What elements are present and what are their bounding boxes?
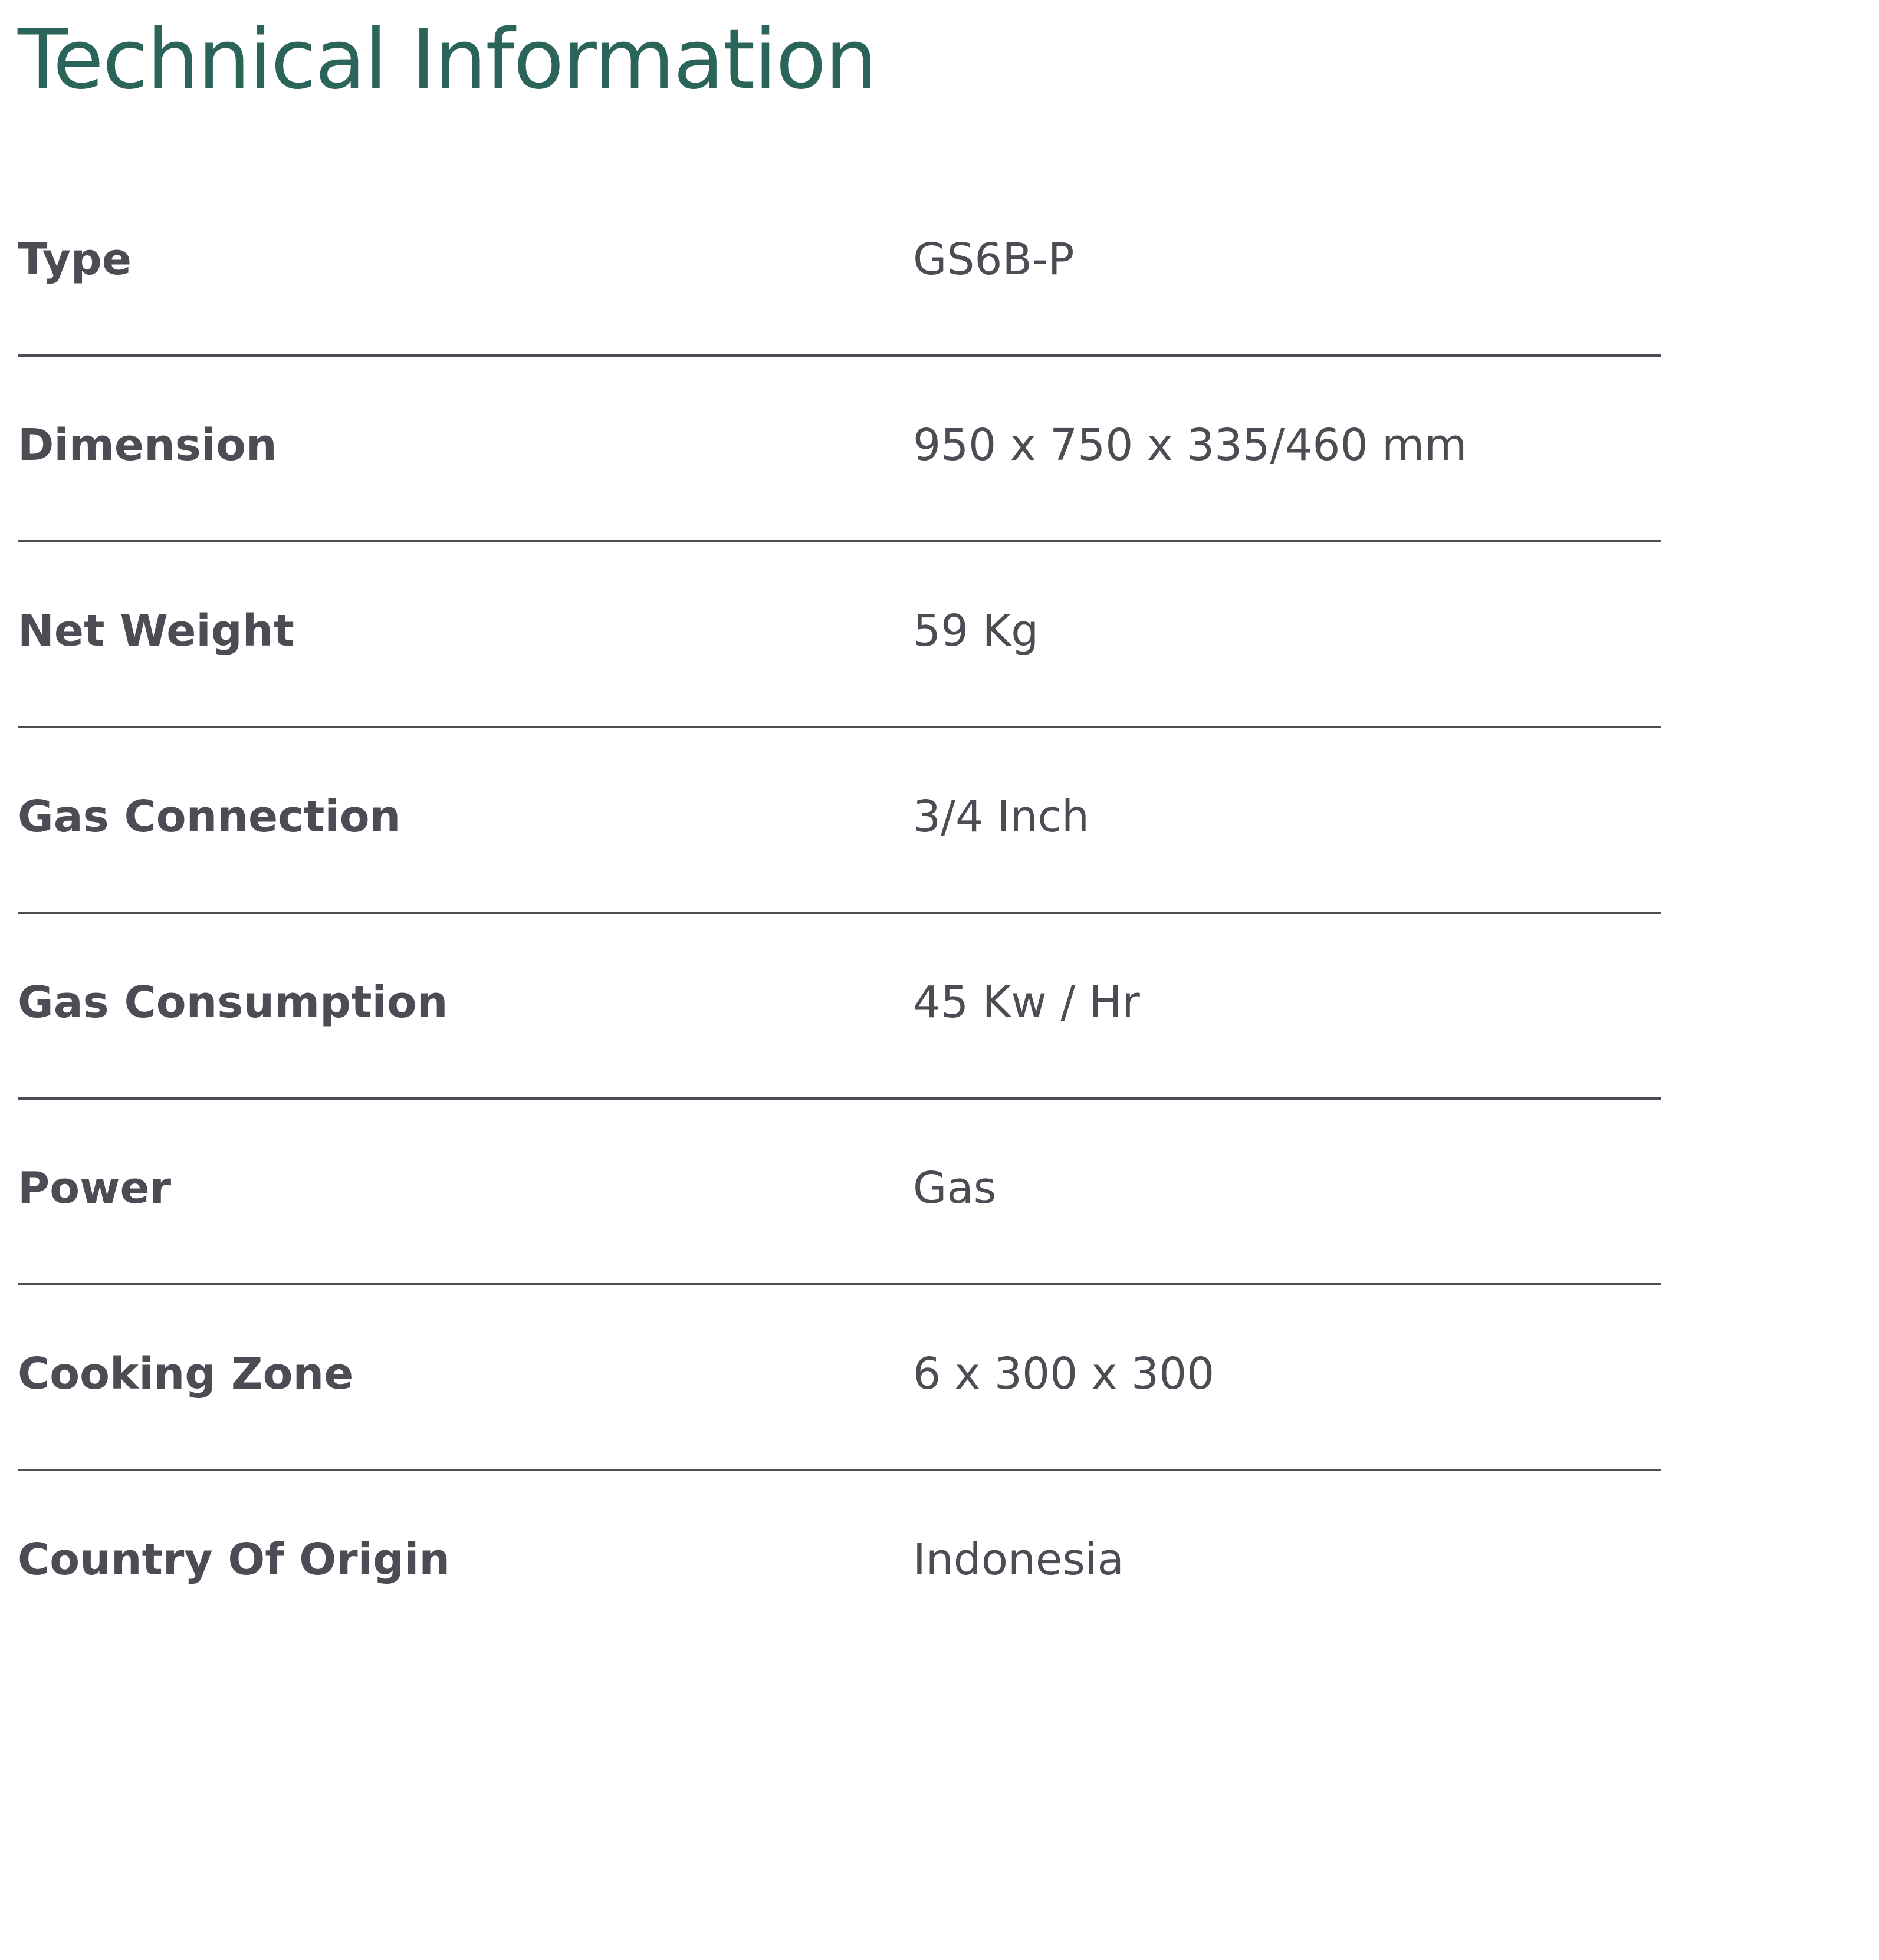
spec-label: Country Of Origin bbox=[18, 1534, 451, 1585]
spec-row-cooking-zone bbox=[18, 1285, 1661, 1471]
spec-value: Gas bbox=[913, 1163, 997, 1214]
spec-label: Net Weight bbox=[18, 606, 294, 656]
spec-label: Gas Connection bbox=[18, 791, 401, 842]
spec-value: GS6B-P bbox=[913, 234, 1075, 285]
spec-label: Power bbox=[18, 1163, 172, 1214]
spec-value: 3/4 Inch bbox=[913, 791, 1089, 842]
spec-row-type bbox=[18, 171, 1661, 357]
spec-label: Type bbox=[18, 234, 132, 285]
spec-value: 950 x 750 x 335/460 mm bbox=[913, 420, 1467, 471]
spec-value: 59 Kg bbox=[913, 606, 1039, 656]
spec-label: Cooking Zone bbox=[18, 1349, 354, 1399]
spec-row-dimension bbox=[18, 357, 1661, 542]
spec-value: 45 Kw / Hr bbox=[913, 977, 1140, 1028]
page-title: Technical Information bbox=[18, 12, 876, 108]
spec-value: 6 x 300 x 300 bbox=[913, 1349, 1215, 1399]
spec-label: Dimension bbox=[18, 420, 277, 471]
spec-row-power bbox=[18, 1100, 1661, 1285]
spec-table bbox=[18, 171, 1661, 1657]
spec-value: Indonesia bbox=[913, 1534, 1124, 1585]
spec-row-gas-connection bbox=[18, 728, 1661, 914]
spec-row-country-of-origin bbox=[18, 1471, 1661, 1657]
spec-label: Gas Consumption bbox=[18, 977, 448, 1028]
spec-row-net-weight bbox=[18, 542, 1661, 728]
spec-row-gas-consumption bbox=[18, 914, 1661, 1100]
